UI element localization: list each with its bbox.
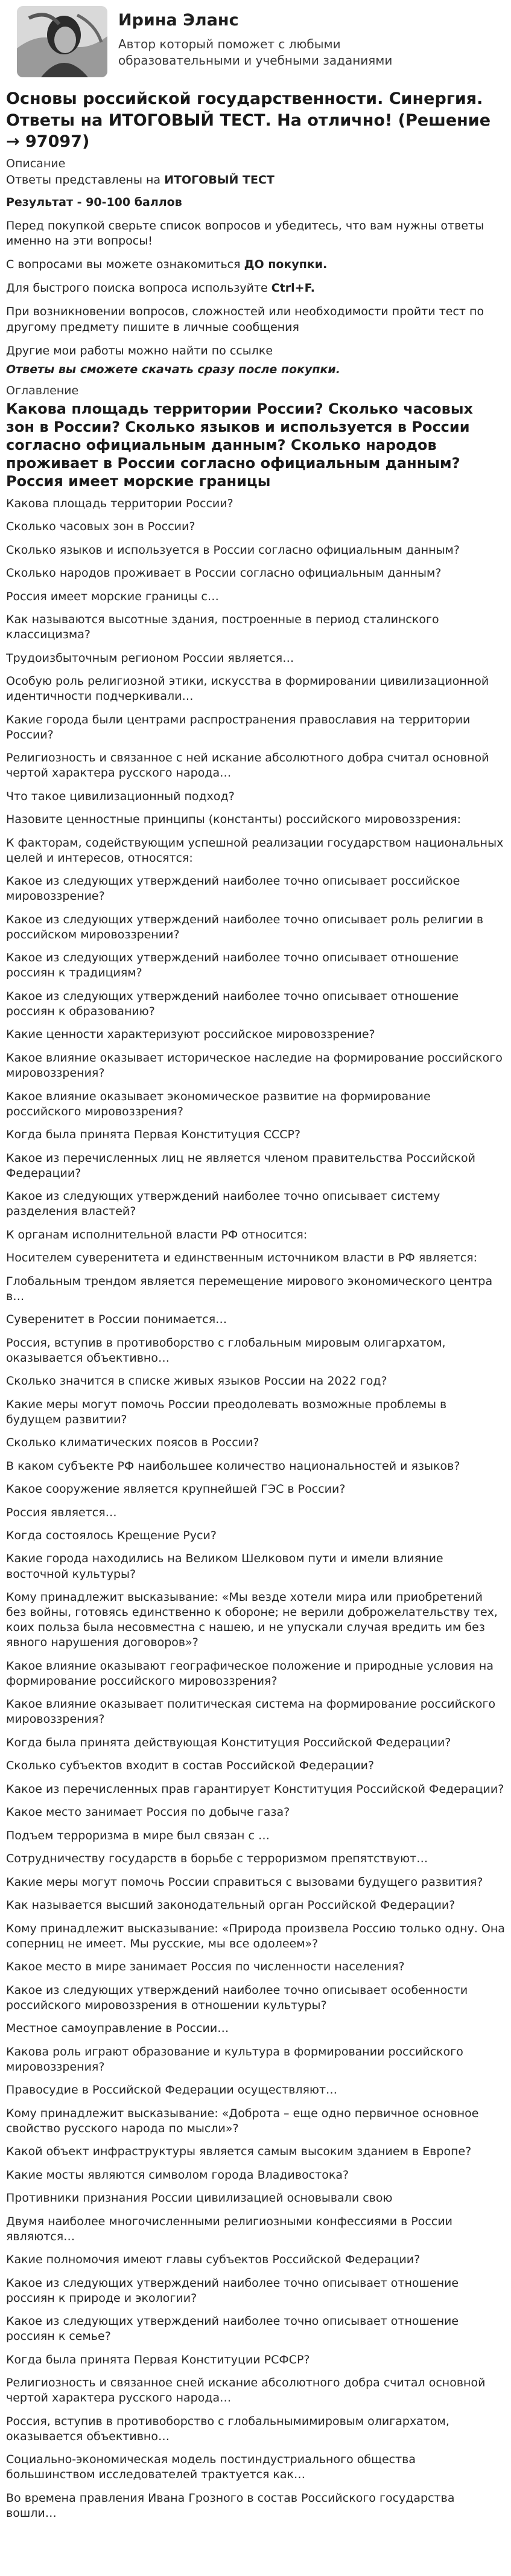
toc-item: К органам исполнительной власти РФ относится: (6, 1228, 308, 1242)
paragraph-search-bold: Ctrl+F. (271, 281, 315, 295)
toc-item: Местное самоуправление в России… (6, 2022, 229, 2036)
toc-item: Когда была принята Первая Конституции РСФСР? (6, 2353, 310, 2366)
toc-item: Сколько народов проживает в России согласно официальным данным? (6, 566, 442, 580)
description-label: Описание (6, 156, 66, 170)
toc-item: Какое влияние оказывает экономическое развитие на формирование российского мировоззрения? (6, 1089, 431, 1118)
toc-list (6, 496, 505, 2521)
toc-item: Какое из следующих утверждений наиболее точно описывает отношение россиян к образованию? (6, 989, 459, 1019)
toc-item: Какие мосты являются символом города Владивостока? (6, 2168, 349, 2182)
toc-item: Какие города были центрами распространения православия на территории России? (6, 713, 471, 742)
toc-item: Какое из следующих утверждений наиболее точно описывает отношение россиян к природе и экологии? (6, 2276, 459, 2305)
toc-item: Какое из следующих утверждений наиболее точно описывает роль религии в российском мировоззрении? (6, 912, 484, 941)
toc-item: Когда была принята действующая Конституция Российской Федерации? (6, 1735, 451, 1749)
toc-label: Оглавление (6, 383, 79, 397)
toc-item: Какие города находились на Великом Шелковом пути и имели влияние восточной культуры? (6, 1552, 443, 1581)
toc-item: Трудоизбыточным регионом России является… (6, 651, 294, 665)
paragraph-other-works[interactable]: Другие мои работы можно найти по ссылке (6, 344, 273, 357)
toc-item: Какова роль играют образование и культура в формировании российского мировоззрения? (6, 2045, 463, 2074)
toc-item: Религиозность и связанное сней искание абсолютного добра считал основной чертой характера русского народа… (6, 2376, 486, 2405)
answers-bold: ИТОГОВЫЙ ТЕСТ (164, 173, 275, 187)
answers-prefix: Ответы представлены на (6, 173, 165, 187)
toc-item: Какое из следующих утверждений наиболее точно описывает систему разделения властей? (6, 1190, 440, 1219)
toc-item: Какое влияние оказывает политическая система на формирование российского мировоззрения? (6, 1697, 496, 1726)
author-card (6, 5, 505, 85)
toc-item: Как называются высотные здания, построенные в период сталинского классицизма? (6, 613, 439, 642)
toc-item: Россия имеет морские границы с… (6, 589, 219, 603)
author-description: Автор который поможет с любыми образовательными и учебными заданиями (118, 36, 393, 68)
answers-line (6, 173, 505, 188)
toc-item: Какое из следующих утверждений наиболее точно описывает особенности российского мировоззрения в отношении культуры? (6, 1983, 468, 2012)
toc-item: Противники признания России цивилизацией основывали свою (6, 2191, 393, 2205)
toc-item: Особую роль религиозной этики, искусства в формировании цивилизационной идентичности подчеркивали… (6, 674, 489, 703)
paragraph-contact: При возникновении вопросов, сложностей или необходимости пройти тест по другому предмету пишите в личные сообщения (6, 305, 484, 334)
toc-item: Какое из следующих утверждений наиболее точно описывает отношение россиян к семье? (6, 2315, 459, 2344)
toc-item: Носителем суверенитета и единственным источником власти в РФ является: (6, 1251, 478, 1265)
toc-item: Какое из следующих утверждений наиболее точно описывает отношение россиян к традициям? (6, 951, 459, 980)
toc-item: Какое место в мире занимает Россия по численности населения? (6, 1960, 405, 1974)
author-info (118, 6, 456, 69)
toc-item: Назовите ценностные принципы (константы) российского мировоззрения: (6, 813, 462, 827)
avatar[interactable] (17, 6, 107, 77)
toc-item: Какие ценности характеризуют российское мировоззрение? (6, 1028, 375, 1042)
toc-item: Подъем терроризма в мире был связан с … (6, 1828, 270, 1842)
toc-item: Кому принадлежит высказывание: «Доброта – еще одно первичное основное свойство русского народа по мысли»? (6, 2106, 479, 2135)
toc-item: Какие меры могут помочь России преодолевать возможные проблемы в будущем развитии? (6, 1397, 447, 1426)
toc-item: Суверенитет в России понимается… (6, 1313, 227, 1327)
toc-item: Кому принадлежит высказывание: «Природа произвела Россию только одну. Она соперниц не имеет. Мы русские, мы все одолеем»? (6, 1921, 505, 1950)
toc-item: Какое сооружение является крупнейшей ГЭС в России? (6, 1482, 346, 1496)
toc-item: К факторам, содействующим успешной реализации государством национальных целей и интересов, относятся: (6, 836, 504, 865)
author-name[interactable]: Ирина Эланс (118, 11, 239, 30)
toc-item: Глобальным трендом является перемещение мирового экономического центра в… (6, 1274, 493, 1303)
toc-item: Какова площадь территории России? (6, 496, 233, 510)
paragraph-check: Перед покупкой сверьте список вопросов и убедитесь, что вам нужны ответы именно на эти вопросы! (6, 219, 484, 248)
toc-item: Россия, вступив в противоборство с глобальным мировым олигархатом, оказывается объективно… (6, 1336, 446, 1365)
toc-item: Какие меры могут помочь России справиться с вызовами будущего развития? (6, 1875, 483, 1889)
paragraph-search-prefix: Для быстрого поиска вопроса используйте (6, 281, 271, 295)
toc-heading: Какова площадь территории России? Сколько часовых зон в России? Сколько языков и используется в России согласно официальным данным? Сколько народов проживает в России согласно официальным данным? Россия имеет морские границы (6, 400, 474, 490)
toc-item: Какое место занимает Россия по добыче газа? (6, 1805, 290, 1819)
toc-item: Как называется высший законодательный орган Российской Федерации? (6, 1898, 455, 1912)
toc-item: Сколько значится в списке живых языков России на 2022 год? (6, 1374, 387, 1388)
toc-item: Сколько языков и используется в России согласно официальным данным? (6, 543, 460, 557)
toc-item: Какое влияние оказывают географическое положение и природные условия на формирование российского мировоззрения? (6, 1659, 494, 1688)
toc-item: Сколько климатических поясов в России? (6, 1436, 259, 1450)
toc-item: Что такое цивилизационный подход? (6, 789, 235, 803)
toc-item: Сотрудничеству государств в борьбе с терроризмом препятствуют… (6, 1852, 428, 1866)
toc-item: Во времена правления Ивана Грозного в состав Российского государства вошли… (6, 2491, 455, 2520)
toc-item: Какой объект инфраструктуры является самым высоким зданием в Европе? (6, 2145, 472, 2159)
toc-item: В каком субъекте РФ наибольшее количество национальностей и языков? (6, 1459, 460, 1473)
result-text: Результат - 90-100 баллов (6, 196, 182, 210)
paragraph-download: Ответы вы сможете скачать сразу после покупки. (6, 362, 340, 376)
toc-item: Когда была принята Первая Конституция СССР? (6, 1128, 301, 1142)
toc-item: Какое из следующих утверждений наиболее точно описывает российское мировоззрение? (6, 874, 460, 903)
toc-item: Какое из перечисленных прав гарантирует Конституция Российской Федерации? (6, 1782, 504, 1796)
toc-item: Какое влияние оказывает историческое наследие на формирование российского мировоззрения? (6, 1051, 503, 1080)
paragraph-search (6, 281, 505, 296)
toc-item: Россия, вступив в противоборство с глобальнымимировым олигархатом, оказывается объективно… (6, 2414, 449, 2443)
toc-item: Двумя наиболее многочисленными религиозными конфессиями в России являются… (6, 2214, 453, 2243)
toc-item: Социально-экономическая модель постиндустриального общества большинством исследователей трактуется как… (6, 2453, 416, 2482)
avatar-image (17, 6, 107, 77)
toc-item: Сколько часовых зон в России? (6, 520, 195, 534)
toc-item: Когда состоялось Крещение Руси? (6, 1529, 217, 1542)
paragraph-preview-prefix: С вопросами вы можете ознакомиться (6, 258, 244, 272)
toc-item: Какие полномочия имеют главы субъектов Российской Федерации? (6, 2253, 421, 2267)
toc-item: Правосудие в Российской Федерации осуществляют… (6, 2083, 338, 2097)
paragraph-preview (6, 257, 505, 272)
toc-item: Какое из перечисленных лиц не является членом правительства Российской Федерации? (6, 1151, 475, 1180)
document-title: Основы российской государственности. Синергия. Ответы на ИТОГОВЫЙ ТЕСТ. На отлично! (Решение → 97097) (6, 89, 491, 152)
toc-item: Россия является… (6, 1505, 117, 1519)
toc-item: Кому принадлежит высказывание: «Мы везде хотели мира или приобретений без войны, готовясь единственно к обороне; не верили доброжелательству тех, коих польза была несовместна с нашею, и не упускали случая вредить им без явного нарушения договоров»? (6, 1591, 498, 1650)
toc-item: Сколько субъектов входит в состав Российской Федерации? (6, 1759, 375, 1773)
toc-item: Религиозность и связанное с ней искание абсолютного добра считал основной чертой характера русского народа… (6, 751, 489, 780)
paragraph-preview-bold: ДО покупки. (244, 258, 328, 272)
